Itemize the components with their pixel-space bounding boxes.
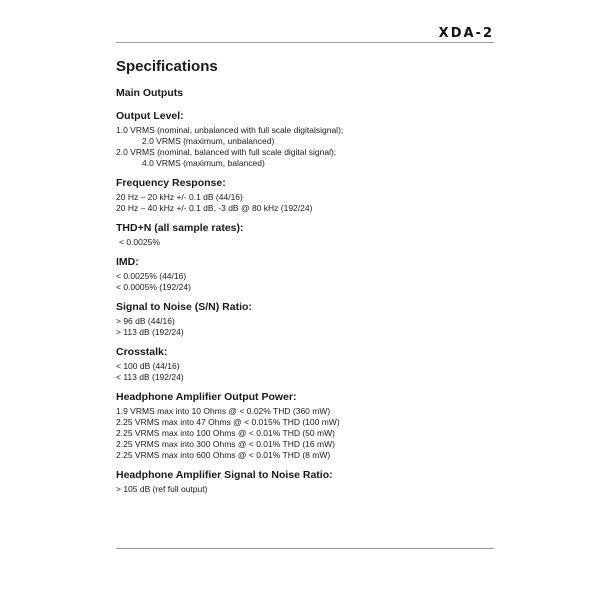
section-subtitle: Main Outputs — [116, 87, 184, 99]
spec-crosstalk — [116, 346, 496, 383]
spec-line: 2.25 VRMS max into 300 Ohms @ < 0.01% THD (16 mW) — [116, 439, 335, 449]
header-rule — [116, 42, 494, 43]
spec-heading: Headphone Amplifier Signal to Noise Ratio: — [116, 469, 333, 481]
spec-line: 1.0 VRMS (nominal, unbalanced with full scale digitalsignal); — [116, 125, 344, 135]
spec-line: 2.25 VRMS max into 47 Ohms @ < 0.015% THD (100 mW) — [116, 417, 340, 427]
spec-line: 20 Hz – 20 kHz +/- 0.1 dB (44/16) — [116, 192, 243, 202]
spec-line: < 0.0005% (192/24) — [116, 282, 191, 292]
page-title: Specifications — [116, 58, 218, 75]
spec-heading: Output Level: — [116, 110, 184, 122]
spec-line: 1.9 VRMS max into 10 Ohms @ < 0.02% THD (360 mW) — [116, 406, 331, 416]
spec-thd-n — [116, 222, 496, 248]
spec-output-level — [116, 110, 496, 169]
spec-line: 2.0 VRMS (nominal, balanced with full scale digital signal); — [116, 147, 337, 157]
spec-heading: THD+N (all sample rates): — [116, 222, 244, 234]
spec-headphone-snr — [116, 469, 496, 495]
spec-heading: Crosstalk: — [116, 346, 168, 358]
spec-heading: Headphone Amplifier Output Power: — [116, 391, 297, 403]
spec-content — [116, 58, 496, 503]
spec-line: < 0.0025% — [119, 237, 160, 247]
spec-frequency-response — [116, 177, 496, 214]
spec-headphone-output-power — [116, 391, 496, 461]
model-name: XDA-2 — [438, 26, 494, 41]
spec-line: < 113 dB (192/24) — [116, 372, 184, 382]
spec-signal-to-noise — [116, 301, 496, 338]
footer-rule — [116, 548, 494, 549]
spec-line: 2.25 VRMS max into 600 Ohms @ < 0.01% THD (8 mW) — [116, 450, 331, 460]
page-header — [116, 22, 494, 42]
spec-line: 4.0 VRMS (maximum, balanced) — [142, 158, 265, 168]
spec-line: > 113 dB (192/24) — [116, 327, 184, 337]
spec-line: > 105 dB (ref full output) — [116, 484, 208, 494]
spec-imd — [116, 256, 496, 293]
spec-heading: Signal to Noise (S/N) Ratio: — [116, 301, 252, 313]
spec-line: < 100 dB (44/16) — [116, 361, 180, 371]
spec-heading: Frequency Response: — [116, 177, 226, 189]
spec-line: 2.0 VRMS (maximum, unbalanced) — [142, 136, 275, 146]
spec-line: > 96 dB (44/16) — [116, 316, 175, 326]
spec-line: < 0.0025% (44/16) — [116, 271, 187, 281]
spec-heading: IMD: — [116, 256, 139, 268]
spec-line: 2.25 VRMS max into 100 Ohms @ < 0.01% THD (50 mW) — [116, 428, 335, 438]
spec-line: 20 Hz – 40 kHz +/- 0.1 dB, -3 dB @ 80 kHz (192/24) — [116, 203, 313, 213]
